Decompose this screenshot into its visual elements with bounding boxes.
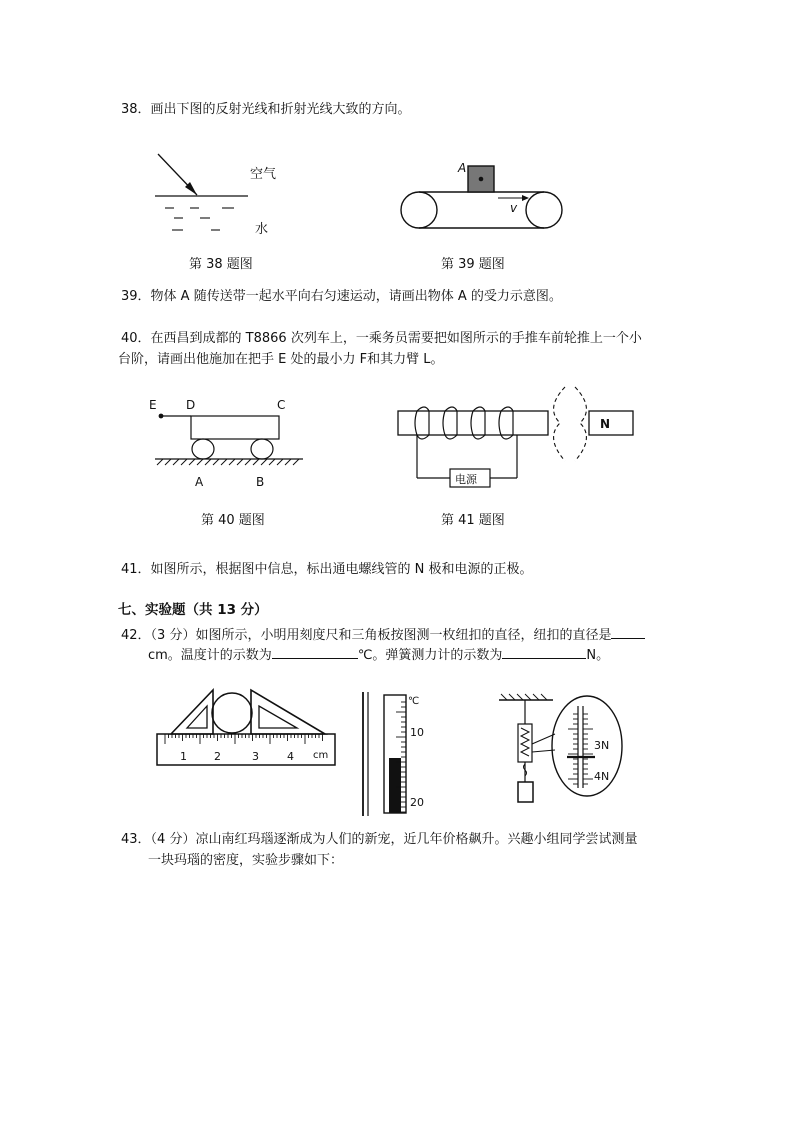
water-label: 水 [255,222,269,237]
q42-line1 [121,625,645,645]
q41-text: 41．如图所示，根据图中信息，标出通电螺线管的 N 极和电源的正极。 [121,562,533,577]
spring-balance-figure [495,694,630,814]
ruler-unit: cm [313,750,329,761]
thermo-tick-20: 20 [410,796,424,809]
ruler-tick-4: 4 [287,750,294,763]
thermo-unit: ℃ [408,696,420,707]
q42-unit3: N。 [586,648,610,663]
ruler-tick-3: 3 [252,750,259,763]
q41-figure [395,383,635,493]
q40-text-line2: 台阶，请画出他施加在把手 E 处的最小力 F和其力臂 L。 [118,352,444,367]
label-e: E [149,398,157,412]
q40-figure [145,393,315,493]
label-b: B [256,475,265,489]
q38-caption: 第 38 题图 [189,257,253,272]
spring-tick-3n: 3N [594,739,610,752]
air-label: 空气 [250,167,277,182]
q42-unit2: ℃。弹簧测力计的示数为 [357,648,503,663]
power-label: 电源 [455,473,477,486]
q40-caption: 第 40 题图 [201,513,265,528]
label-d: D [186,398,196,412]
mercury-column [389,758,401,813]
label-c: C [277,398,286,412]
button-circle [212,693,252,733]
hanging-weight [518,782,533,802]
q43-line2: 一块玛瑙的密度，实验步骤如下： [148,853,344,868]
force-blank[interactable] [502,645,586,659]
q42-unit1: cm。温度计的示数为 [148,648,272,663]
temperature-blank[interactable] [272,645,358,659]
q39-caption: 第 39 题图 [441,257,505,272]
q43-line1: 43．（4 分）凉山南红玛瑙逐渐成为人们的新宠，近几年价格飙升。兴趣小组同学尝试测量 [121,832,638,847]
q38-figure [150,148,290,243]
spring-tick-4n: 4N [594,770,610,783]
bar-magnet [589,411,633,435]
q39-figure [398,158,568,233]
ruler-tick-1: 1 [180,750,187,763]
ruler-tick-2: 2 [214,750,221,763]
q39-text: 39．物体 A 随传送带一起水平向右匀速运动，请画出物体 A 的受力示意图。 [121,289,562,304]
q41-caption: 第 41 题图 [441,513,505,528]
diameter-blank[interactable] [611,625,645,639]
label-a: A [195,475,204,489]
q40-text-line1: 40．在西昌到成都的 T8866 次列车上，一乘务员需要把如图所示的手推车前轮推上一个小 [121,331,642,346]
thermo-tick-10: 10 [410,726,424,739]
magnified-scale [552,696,622,796]
q38-text: 38．画出下图的反射光线和折射光线大致的方向。 [121,102,411,117]
ruler-figure [155,686,340,771]
block-label: A [458,161,467,175]
q42-line1-prefix: 42．（3 分）如图所示，小明用刻度尺和三角板按图测一枚纽扣的直径，纽扣的直径是 [121,628,612,643]
q42-line2 [148,645,609,665]
magnet-label: N [600,417,611,431]
thermometer-figure [360,690,435,820]
section7-title: 七、实验题（共 13 分） [118,602,268,618]
velocity-label: v [510,201,518,215]
